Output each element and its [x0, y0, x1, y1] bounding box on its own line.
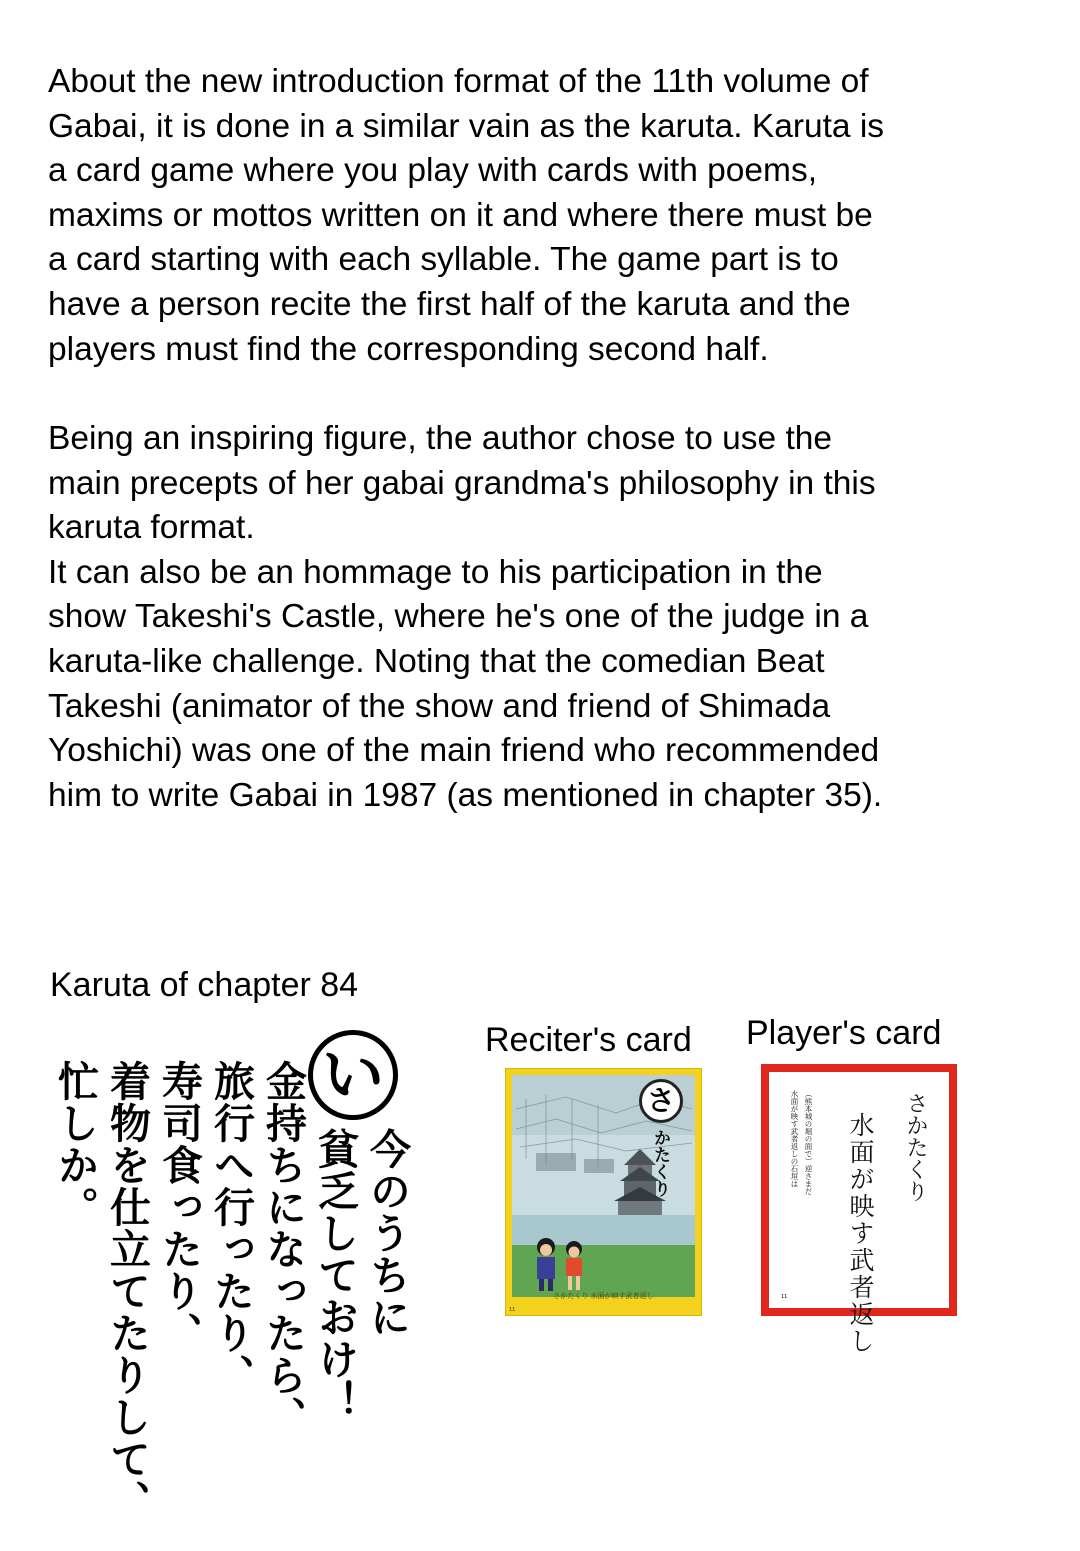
karuta-line-4: 旅行へ行ったり、 [207, 1060, 255, 1396]
karuta-line-5: 寿司食ったり、 [155, 1060, 203, 1354]
reciter-card-vertical-text: かたくり [650, 1129, 670, 1197]
reciter-card-bottom-text: さかたくり 水面が映す武者返し [553, 1292, 654, 1300]
karuta-line-6: 着物を仕立てたりして、 [103, 1060, 151, 1522]
karuta-line-1: 今のうちに [363, 1128, 411, 1338]
reciter-card-kana: さ [639, 1079, 683, 1123]
intro-paragraph-2: Being an inspiring figure, the author chose to use the main precepts of her gabai grandma's philosophy in this karuta format. It can also be an hommage to his participation in the show Takeshi's Castle, where he's one of the judge in a karuta-like challenge. Noting that the comedian Beat Takeshi (animator of the show and friend of Shimada Yoshichi) was one of the main friend who recommended him to write Gabai in 1987 (as mentioned in chapter 35). [48, 420, 883, 814]
player-card [761, 1064, 957, 1355]
reciter-card [505, 1068, 702, 1316]
player-card-note-1: （熊本城の堀の面で）逆さまだ [804, 1090, 813, 1195]
player-card-note-2: 水面が映す武者返しの石垣は [790, 1090, 799, 1188]
karuta-initial-kana: い [308, 1030, 398, 1120]
player-card-caption: Player's card [746, 1014, 942, 1052]
karuta-line-2: 貧乏しておけ！ [311, 1128, 359, 1422]
karuta-chapter-caption: Karuta of chapter 84 [50, 966, 359, 1004]
player-card-number: 11 [781, 1294, 788, 1300]
player-card-title: さかたくり [903, 1092, 928, 1202]
reciter-card-number: 11 [509, 1307, 516, 1313]
player-card-main-text: 水面が映す武者返し [846, 1112, 875, 1355]
intro-paragraph-1: About the new introduction format of the 11th volume of Gabai, it is done in a similar vain as the karuta. Karuta is a card game where you play with cards with poems, maxims or mottos written on it and where there must be a card starting with each syllable. The game part is to have a person recite the first half of the karuta and the players must find the corresponding second half. [48, 63, 885, 368]
karuta-line-3: 金持ちになったら、 [259, 1060, 307, 1438]
karuta-line-7: 忙しか。 [51, 1060, 99, 1228]
reciter-card-caption: Reciter's card [485, 1021, 692, 1059]
